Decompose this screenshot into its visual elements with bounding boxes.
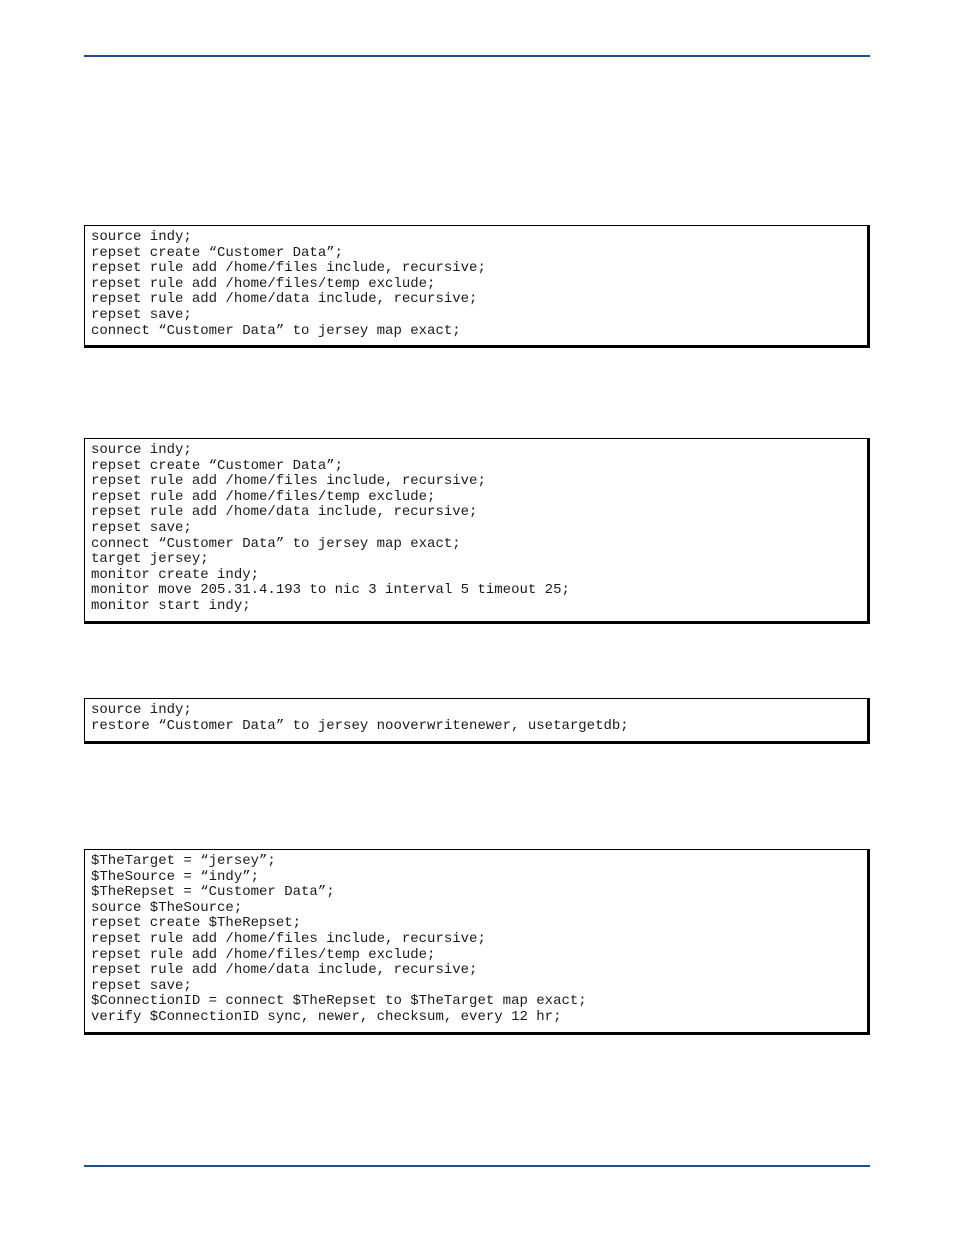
code-line: monitor create indy; [91,566,260,583]
code-line: repset rule add /home/files include, recursive; [91,260,486,277]
code-line: monitor move 205.31.4.193 to nic 3 interval 5 timeout 25; [91,582,570,599]
code-line: source indy; [91,702,192,718]
code-line: source indy; [91,229,192,245]
code-line: repset rule add /home/data include, recursive; [91,291,478,308]
code-line: repset save; [91,519,192,536]
code-line: repset rule add /home/data include, recursive; [91,962,478,979]
code-line: target jersey; [91,551,209,568]
code-line: $ConnectionID = connect $TheRepset to $TheTarget map exact; [91,993,587,1010]
code-line: repset rule add /home/files/temp exclude; [91,946,436,963]
code-line: connect “Customer Data” to jersey map exact; [91,535,461,552]
code-block-2 [84,438,870,624]
header-rule [84,55,870,57]
code-line: repset create $TheRepset; [91,915,302,932]
code-line: restore “Customer Data” to jersey nooverwritenewer, usetargetdb; [91,717,629,734]
code-line: repset create “Customer Data”; [91,244,344,261]
code-line: repset save; [91,306,192,323]
code-line: $TheSource = “indy”; [91,868,260,885]
code-line: repset save; [91,977,192,994]
code-line: source indy; [91,442,192,458]
code-line: repset rule add /home/files include, recursive; [91,473,486,490]
code-line: monitor start indy; [91,597,251,614]
code-line: source $TheSource; [91,899,243,916]
code-line: repset create “Customer Data”; [91,457,344,474]
code-block-4 [84,849,870,1035]
code-line: repset rule add /home/files/temp exclude; [91,488,436,505]
code-block-1 [84,225,870,348]
code-line: repset rule add /home/files include, recursive; [91,930,486,947]
code-line: verify $ConnectionID sync, newer, checksum, every 12 hr; [91,1008,562,1025]
code-line: connect “Customer Data” to jersey map exact; [91,322,461,339]
code-line: $TheRepset = “Customer Data”; [91,884,335,901]
footer-rule [84,1165,870,1167]
code-line: $TheTarget = “jersey”; [91,853,276,869]
code-line: repset rule add /home/files/temp exclude; [91,275,436,292]
code-line: repset rule add /home/data include, recursive; [91,504,478,521]
code-block-3 [84,698,870,744]
